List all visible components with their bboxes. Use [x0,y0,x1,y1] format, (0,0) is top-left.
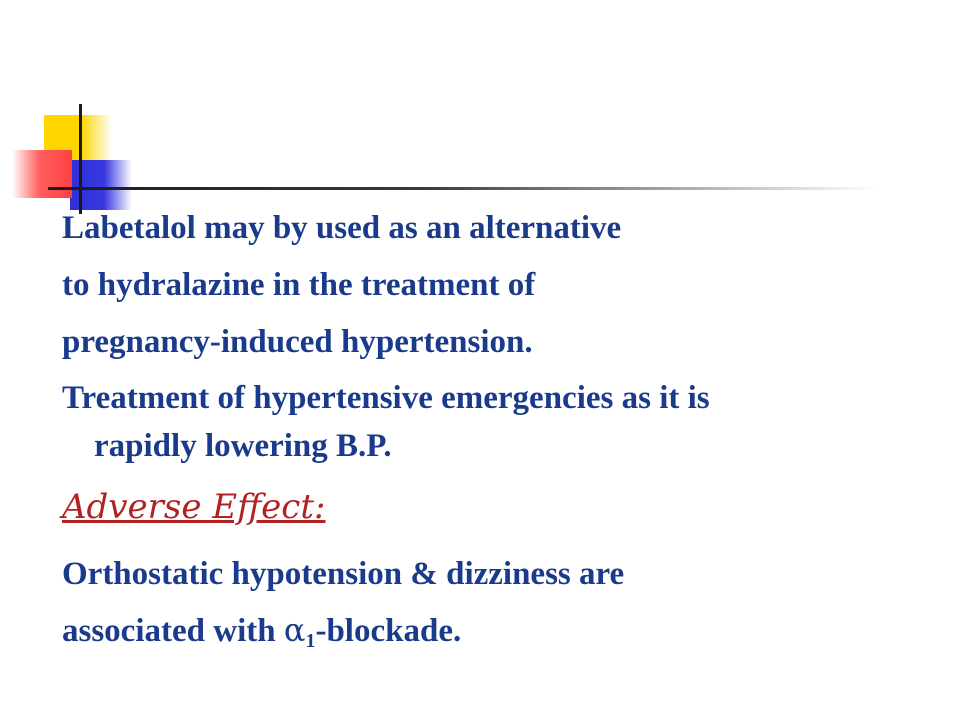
text-segment: associated with [62,613,284,649]
body-text-line: to hydralazine in the treatment of [62,267,536,303]
adverse-effect-text: Orthostatic hypotension & dizziness are [62,556,625,592]
text-segment: -blockade. [315,613,462,649]
body-text-line: Treatment of hypertensive emergencies as it is [62,380,710,416]
body-text-line: pregnancy-induced hypertension. [62,324,533,360]
subscript-one: 1 [305,630,316,652]
decorative-red-square [12,150,72,198]
alpha-symbol: α [283,611,306,649]
decorative-vertical-line [79,104,82,214]
adverse-effect-heading: Adverse Effect: [62,487,326,527]
body-text-line: rapidly lowering B.P. [94,428,392,464]
body-text-line: Labetalol may by used as an alternative [62,210,622,246]
title-divider-line [48,187,878,190]
adverse-effect-text [62,610,461,650]
